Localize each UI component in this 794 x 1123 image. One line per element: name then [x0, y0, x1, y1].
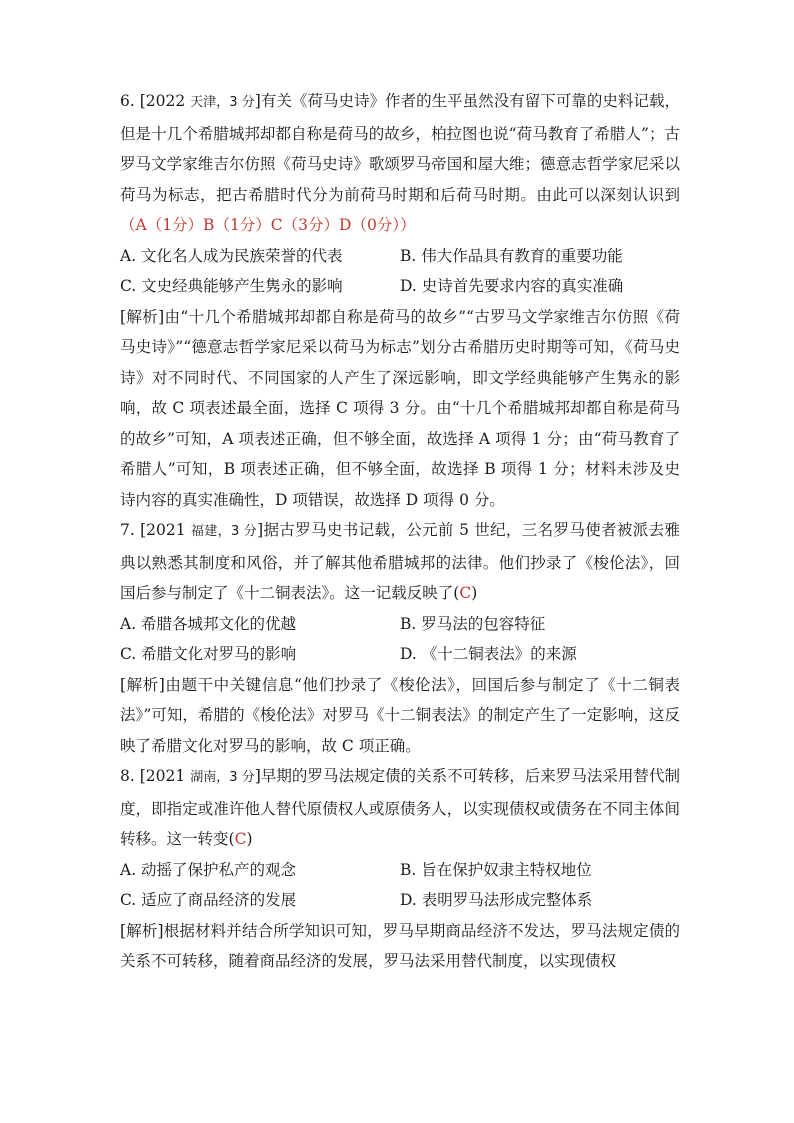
- option-c: C. 适应了商品经济的发展: [120, 891, 297, 909]
- question-answer: C: [234, 830, 247, 848]
- question-source-open: [2021: [139, 767, 191, 785]
- analysis-text: [解析]由“十几个希腊城邦却都自称是荷马的故乡”“古罗马文学家维吉尔仿照《荷马史诗》”“德意志哲学家尼采以荷马为标志”划分古希腊历史时期等可知，《荷马史诗》对不同时代、不同国家的人产生了深远影响，即文学经典能够产生隽永的影响，故 C 项表述最全面，选择 C 项得 3 分。由“十几个希腊城邦却都自称是荷马的故乡”可知，A 项表述正确，但不够全面，故选择 A 项得 1 分；由“荷马教育了希腊人”可知，B 项表述正确，但不够全面，故选择 B 项得 1 分；材料未涉及史诗内容的真实准确性，D 项错误，故选择 D 项得 0 分。: [120, 307, 680, 509]
- question-answer: C: [459, 584, 472, 602]
- analysis-text: [解析]根据材料并结合所学知识可知，罗马早期商品经济不发达，罗马法规定债的关系不可转移，随着商品经济的发展，罗马法采用替代制度，以实现债权: [120, 921, 680, 970]
- question-number: 7.: [120, 521, 135, 539]
- question-answer: （A（1分）B（1分）C（3分）D（0分））: [120, 216, 416, 234]
- question-text: 据古罗马史书记载，公元前 5 世纪，三名罗马使者被派去雅典以熟悉其制度和风俗，并了解其他希腊城邦的法律。他们抄录了《梭伦法》，回国后参与制定了《十二铜表法》。这一记载反映了: [120, 521, 680, 602]
- answer-paren-open: (: [453, 584, 460, 602]
- question-source-location: 天津: [190, 95, 217, 110]
- question-7: [120, 515, 680, 761]
- question-source-points: ，3 分: [217, 524, 258, 539]
- question-source-points: ，3 分: [216, 770, 255, 785]
- option-a: A. 希腊各城邦文化的优越: [120, 614, 297, 633]
- question-source-open: [2021: [140, 521, 191, 539]
- question-source-close: ]: [254, 767, 261, 785]
- question-stem: [120, 86, 680, 241]
- question-6: [120, 86, 680, 515]
- question-stem: [120, 761, 680, 855]
- question-source-location: 福建: [190, 524, 218, 539]
- answer-paren-close: ): [471, 584, 478, 602]
- option-c: C. 文史经典能够产生隽永的影响: [120, 277, 343, 295]
- option-d: D. 表明罗马法形成完整体系: [400, 891, 593, 909]
- question-source-open: [2022: [139, 92, 191, 110]
- option-d: D. 《十二铜表法》的来源: [400, 645, 577, 663]
- option-b: B. 旨在保护奴隶主特权地位: [400, 860, 592, 879]
- answer-paren-open: (: [228, 830, 235, 848]
- question-source-location: 湖南: [190, 770, 217, 785]
- option-b: B. 伟大作品具有教育的重要功能: [400, 246, 623, 265]
- question-number: 6.: [120, 92, 135, 110]
- options-grid: [120, 609, 680, 670]
- document-page: [120, 86, 680, 977]
- question-number: 8.: [120, 767, 135, 785]
- option-a: A. 文化名人成为民族荣誉的代表: [120, 246, 343, 265]
- analysis-text: [解析]由题干中关键信息“他们抄录了《梭伦法》，回国后参与制定了《十二铜表法》”可知，希腊的《梭伦法》对罗马《十二铜表法》的制定产生了一定影响，这反映了希腊文化对罗马的影响，故 C 项正确。: [120, 675, 680, 755]
- question-stem: [120, 515, 680, 609]
- question-source-close: ]: [254, 92, 261, 110]
- option-a: A. 动摇了保护私产的观念: [120, 860, 297, 879]
- question-source-close: ]: [257, 521, 264, 539]
- question-source-points: ，3 分: [216, 95, 255, 110]
- options-grid: [120, 855, 680, 916]
- option-c: C. 希腊文化对罗马的影响: [120, 645, 297, 663]
- question-text: 早期的罗马法规定债的关系不可转移，后来罗马法采用替代制度，即指定或准许他人替代原债权人或原债务人，以实现债权或债务在不同主体间转移。这一转变: [120, 767, 680, 848]
- option-d: D. 史诗首先要求内容的真实准确: [400, 277, 624, 295]
- options-grid: [120, 241, 680, 302]
- question-8: [120, 761, 680, 977]
- question-text: 有关《荷马史诗》作者的生平虽然没有留下可靠的史料记载，但是十几个希腊城邦却都自称是荷马的故乡，柏拉图也说“荷马教育了希腊人”；古罗马文学家维吉尔仿照《荷马史诗》歌颂罗马帝国和屋大维；德意志哲学家尼采以荷马为标志，把古希腊时代分为前荷马时期和后荷马时期。由此可以深刻认识到: [120, 92, 680, 204]
- option-b: B. 罗马法的包容特征: [400, 614, 546, 633]
- answer-paren-close: ): [246, 830, 253, 848]
